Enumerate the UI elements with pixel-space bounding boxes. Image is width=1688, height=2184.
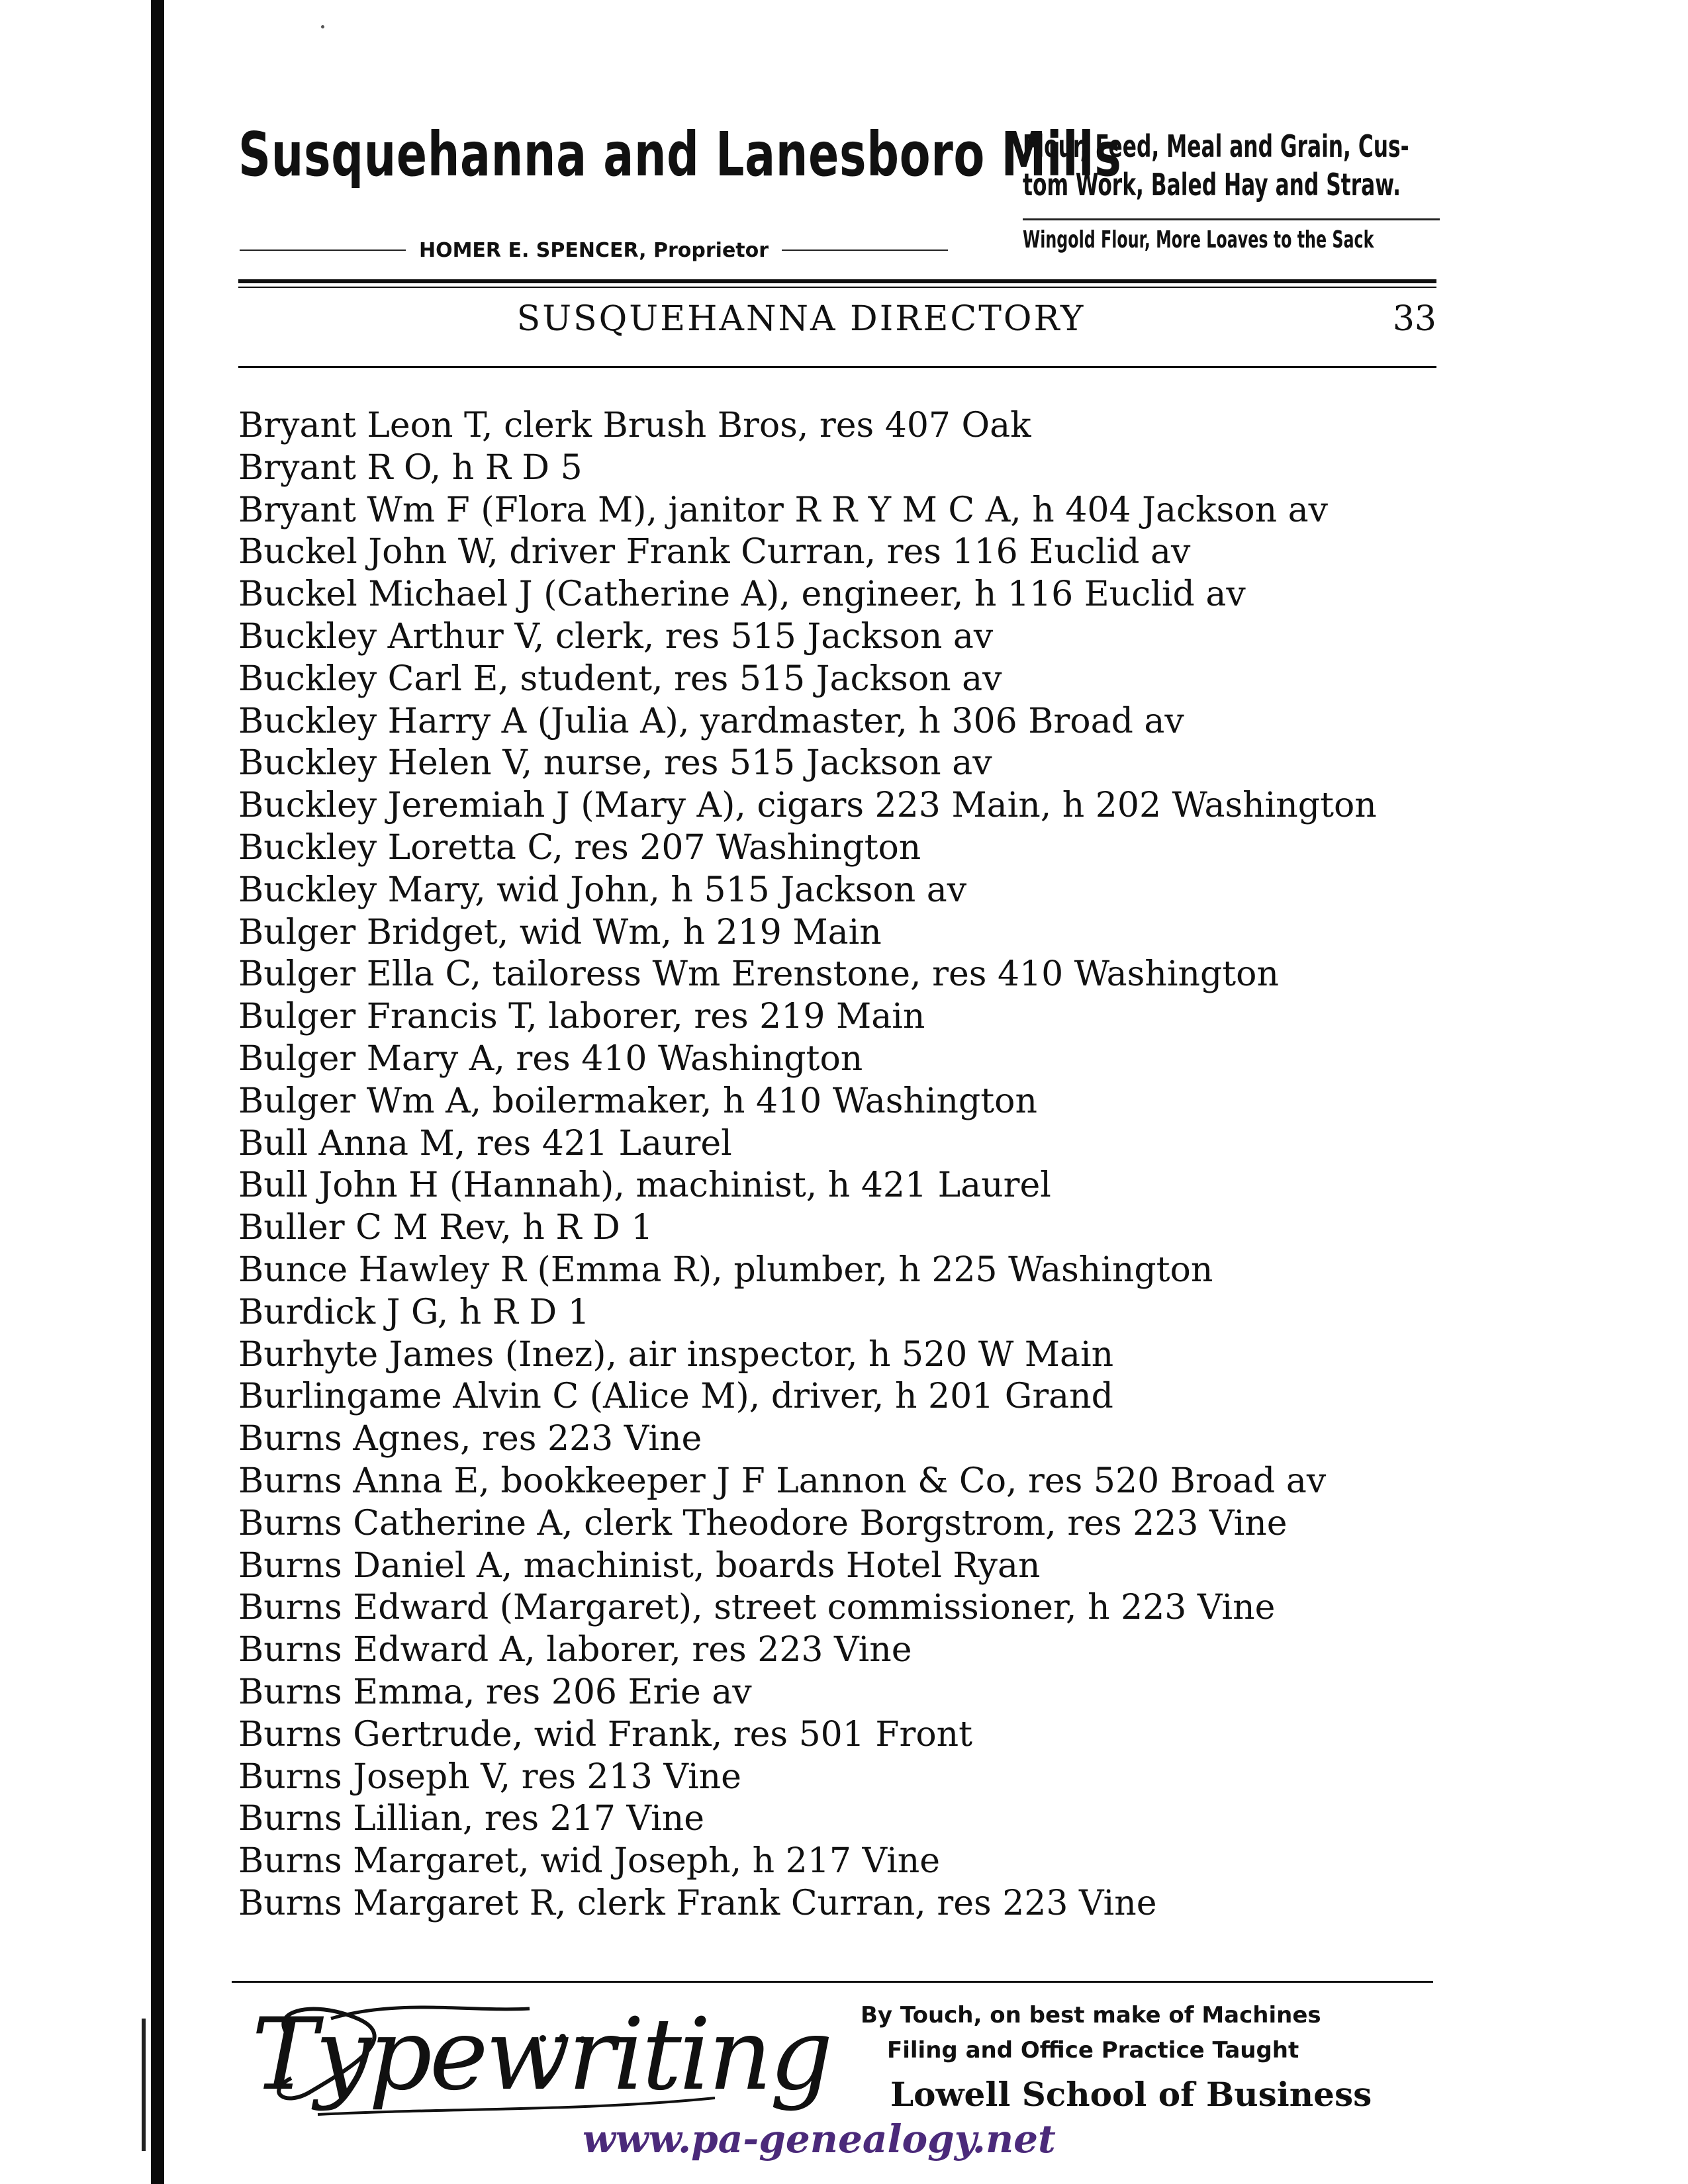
directory-entry: Bulger Francis T, laborer, res 219 Main (238, 997, 925, 1037)
header-rule-under (238, 366, 1436, 368)
watermark-url: www.pa-genealogy.net (583, 2116, 1056, 2161)
page-title: SUSQUEHANNA DIRECTORY (516, 299, 1086, 339)
header-rule-thin (238, 287, 1436, 288)
directory-entry: Bryant Leon T, clerk Brush Bros, res 407 Oak (238, 406, 1031, 445)
directory-entry: Burns Joseph V, res 213 Vine (238, 1756, 741, 1797)
directory-entry: Burlingame Alvin C (Alice M), driver, h 201 Grand (238, 1377, 1113, 1417)
ad-bottom-line-1: By Touch, on best make of Machines (861, 2002, 1321, 2028)
directory-entry: Burns Lillian, res 217 Vine (238, 1799, 705, 1839)
ad-rule-left (240, 250, 406, 251)
directory-entry: Burns Emma, res 206 Erie av (238, 1672, 752, 1712)
directory-entry: Buller C M Rev, h R D 1 (238, 1208, 653, 1248)
ad-proprietor: HOMER E. SPENCER, Proprietor (418, 238, 769, 262)
ad-business-name: Susquehanna and Lanesboro Mills (238, 119, 1122, 190)
directory-entry: Buckley Jeremiah J (Mary A), cigars 223 Main, h 202 Washington (238, 786, 1377, 826)
directory-entry: Buckel John W, driver Frank Curran, res 116 Euclid av (238, 532, 1191, 572)
directory-entry: Buckley Harry A (Julia A), yardmaster, h 306 Broad av (238, 701, 1184, 741)
page-number: 33 (1392, 299, 1436, 339)
directory-entry: Bryant R O, h R D 5 (238, 447, 583, 488)
ad-script-word: Typewriting (252, 1997, 831, 2113)
directory-entry: Bunce Hawley R (Emma R), plumber, h 225 Washington (238, 1250, 1213, 1290)
directory-entry: Burns Anna E, bookkeeper J F Lannon & Co, res 520 Broad av (238, 1461, 1327, 1501)
scan-speck (321, 25, 324, 28)
footer-rule (232, 1981, 1433, 1983)
directory-entry: Burns Gertrude, wid Frank, res 501 Front (238, 1714, 973, 1754)
directory-entry: Buckley Arthur V, clerk, res 515 Jackson av (238, 616, 994, 657)
header-rule-thick (238, 279, 1436, 283)
directory-entry: Bulger Ella C, tailoress Wm Erenstone, res 410 Washington (238, 954, 1279, 995)
directory-entry: Bulger Bridget, wid Wm, h 219 Main (238, 912, 882, 952)
directory-entries (238, 405, 1436, 1925)
directory-entry: Bryant Wm F (Flora M), janitor R R Y M C A, h 404 Jackson av (238, 490, 1328, 530)
scan-mark (142, 2019, 146, 2151)
ad-bottom-line-2: Filing and Office Practice Taught (887, 2037, 1299, 2064)
directory-entry: Burns Catherine A, clerk Theodore Borgstrom, res 223 Vine (238, 1503, 1288, 1543)
directory-entry: Burns Daniel A, machinist, boards Hotel Ryan (238, 1545, 1041, 1586)
directory-entry: Buckley Loretta C, res 207 Washington (238, 827, 921, 868)
directory-entry: Burns Edward A, laborer, res 223 Vine (238, 1630, 912, 1670)
ad-school-name: Lowell School of Business (890, 2075, 1372, 2114)
directory-entry: Buckley Helen V, nurse, res 515 Jackson av (238, 743, 992, 784)
directory-entry: Buckel Michael J (Catherine A), engineer, h 116 Euclid av (238, 574, 1246, 615)
directory-entry: Buckley Carl E, student, res 515 Jackson av (238, 659, 1002, 699)
directory-entry: Burns Edward (Margaret), street commissioner, h 223 Vine (238, 1588, 1276, 1628)
ad-rule-right (782, 250, 948, 251)
directory-entry: Burdick J G, h R D 1 (238, 1292, 590, 1332)
ad-services-line-1: Flour, Feed, Meal and Grain, Cus- (1023, 128, 1409, 164)
directory-entry: Bull Anna M, res 421 Laurel (238, 1123, 732, 1163)
directory-entry: Bull John H (Hannah), machinist, h 421 Laurel (238, 1165, 1051, 1206)
ad-divider (1023, 218, 1440, 220)
book-spine-shadow (151, 0, 164, 2184)
directory-entry: Burns Margaret, wid Joseph, h 217 Vine (238, 1841, 940, 1882)
directory-entry: Burhyte James (Inez), air inspector, h 520 W Main (238, 1334, 1114, 1375)
ad-slogan: Wingold Flour, More Loaves to the Sack (1023, 226, 1374, 253)
directory-entry: Buckley Mary, wid John, h 515 Jackson av (238, 870, 967, 910)
directory-entry: Burns Margaret R, clerk Frank Curran, res 223 Vine (238, 1883, 1157, 1923)
ad-proprietor-line (240, 234, 948, 267)
ad-services-line-2: tom Work, Baled Hay and Straw. (1023, 167, 1401, 203)
ad-services (1023, 127, 1495, 204)
directory-entry: Bulger Mary A, res 410 Washington (238, 1038, 863, 1079)
directory-entry: Burns Agnes, res 223 Vine (238, 1419, 702, 1459)
directory-entry: Bulger Wm A, boilermaker, h 410 Washington (238, 1081, 1037, 1121)
